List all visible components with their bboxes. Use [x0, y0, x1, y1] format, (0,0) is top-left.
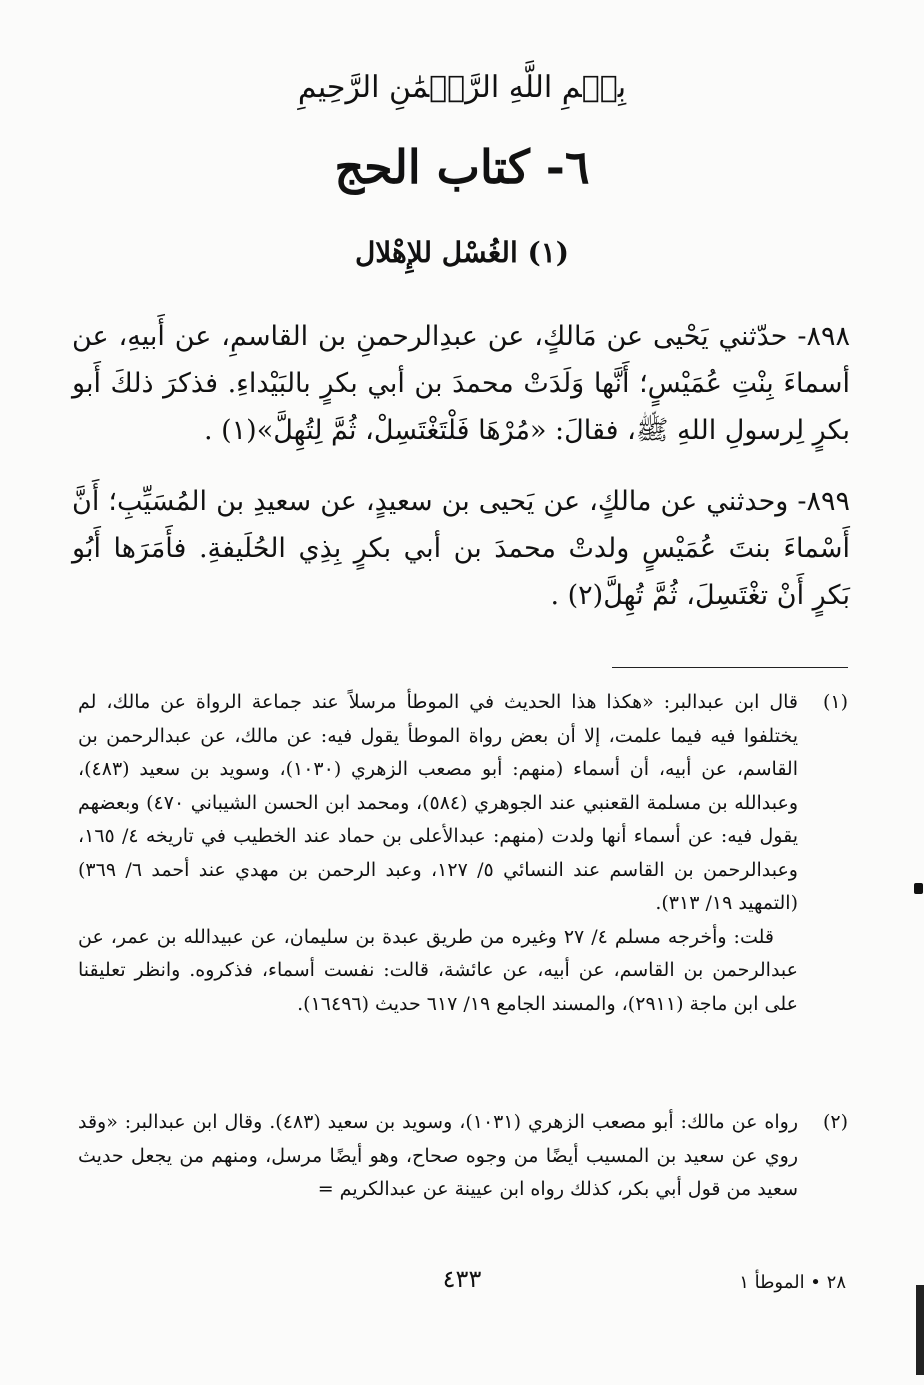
scan-edge-bar: [916, 1285, 924, 1375]
page-number: ٤٣٣: [442, 1265, 482, 1293]
footnote-separator: [612, 667, 848, 668]
basmala-text: بِسۡمِ اللَّهِ الرَّحۡمَٰنِ الرَّحِيمِ: [297, 70, 627, 105]
footnote-2-body: [78, 1106, 798, 1207]
footnote-1-paragraph-1: قال ابن عبدالبر: «هكذا هذا الحديث في الموطأ مرسلاً عند جماعة الرواة عن مالك، لم يختلفوا فيه فيما علمت، إلا أن بعض رواة الموطأ يقول فيه: عن مالك، عن عبدالرحمن بن القاسم، عن أبيه، أن أسماء (منهم: أبو مصعب الزهري (١٠٣٠)، وسويد بن سعيد (٤٨٣)، وعبدالله بن مسلمة القعنبي عند الجوهري (٥٨٤)، ومحمد ابن الحسن الشيباني ٤٧٠) وبعضهم يقول فيه: عن أسماء أنها ولدت (منهم: عبدالأعلى بن حماد عند الخطيب في تاريخه ٤/ ١٦٥، وعبدالرحمن بن القاسم عند النسائي ٥/ ١٢٧، وعبد الرحمن بن مهدي عند أحمد ٦/ ٣٦٩) (التمهيد ١٩/ ٣١٣).: [78, 691, 798, 914]
footnote-2: [78, 1106, 848, 1207]
printer-signature: ٢٨ • الموطأ ١: [739, 1272, 846, 1293]
chapter-title: ٦- كتاب الحج: [334, 140, 590, 194]
hadith-899: ٨٩٩- وحدثني عن مالكٍ، عن يَحيى بن سعيدٍ، عن سعيدِ بن المُسَيِّبِ؛ أَنَّ أَسْماءَ بنتَ عُمَيْسٍ ولدتْ محمدَ بن أبي بكرٍ بِذِي الحُلَيفةِ. فأَمَرَها أَبُو بَكرٍ أَنْ تغْتَسِلَ، ثُمَّ تُهِلَّ(٢) .: [72, 486, 850, 611]
footnote-1-paragraph-2: قلت: وأخرجه مسلم ٤/ ٢٧ وغيره من طريق عبدة بن سليمان، عن عبيدالله بن عمر، عن عبدالرحمن بن القاسم، عن أبيه، عن عائشة، قالت: نفست أسماء، فذكروه. وانظر تعليقنا على ابن ماجة (٢٩١١)، والمسند الجامع ١٩/ ٦١٧ حديث (١٦٤٩٦).: [78, 925, 798, 1015]
footnote-1-number: (١): [822, 691, 848, 713]
footnote-1-body: [78, 686, 798, 1021]
scan-edge-mark: [914, 883, 923, 894]
footnote-2-number: (٢): [822, 1111, 848, 1133]
basmala: [0, 70, 924, 105]
footnote-2-paragraph-1: رواه عن مالك: أبو مصعب الزهري (١٠٣١)، وسويد بن سعيد (٤٨٣). وقال ابن عبدالبر: «وقد روي عن سعيد بن المسيب أيضًا من وجوه صحاح، وهو أيضًا مرسل، ومنهم من يجعل حديث سعيد من قول أبي بكر، كذلك رواه ابن عيينة عن عبدالكريم =: [78, 1111, 798, 1200]
section-title: (١) الغُسْل للإِهْلال: [354, 236, 570, 269]
hadith-898: ٨٩٨- حدّثني يَحْيى عن مَالكٍ، عن عبدِالرحمنِ بن القاسمِ، عن أَبيهِ، عن أسماءَ بِنْتِ عُمَيْسٍ؛ أَنَّها وَلَدَتْ محمدَ بن أبي بكرٍ بالبَيْداءِ. فذكرَ ذلكَ أَبو بكرٍ لِرسولِ اللهِ ﷺ، فقالَ: «مُرْهَا فَلْتَغْتَسِلْ، ثُمَّ لِتُهِلَّ»(١) .: [72, 321, 850, 446]
footnote-1: [78, 686, 848, 1021]
